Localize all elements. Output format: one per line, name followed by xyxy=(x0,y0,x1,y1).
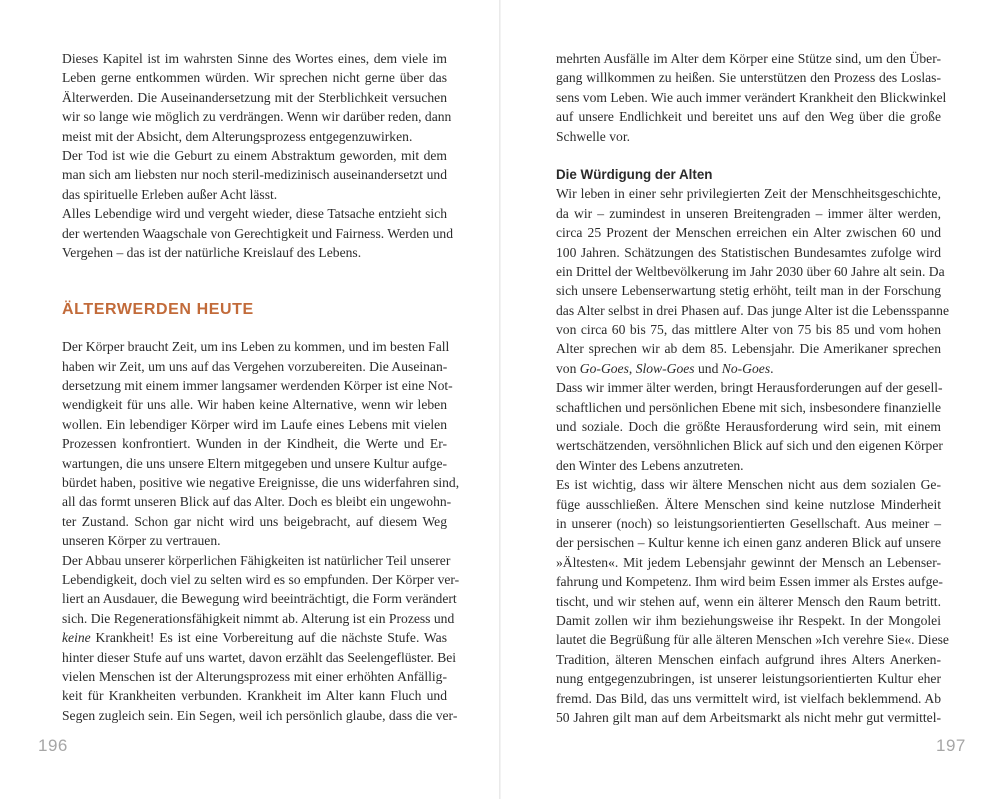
left-text-column xyxy=(62,49,460,725)
text-line: wertschätzenden, versöhnlichen Blick auf sich und den eigenen Körper xyxy=(556,438,943,454)
text-line: fahrung und Kompetenz. Ihm wird beim Essen immer als Erstes aufge- xyxy=(556,574,943,590)
text-line: da wir – zumindest in unseren Breitengraden – immer älter werden, xyxy=(556,205,941,221)
text-fragment: , xyxy=(628,360,636,376)
text-fragment: und xyxy=(694,360,722,376)
text-line: wollen. Ein lebendiger Körper wird im Laufe eines Lebens mit vielen xyxy=(62,416,447,432)
page-number: 197 xyxy=(936,736,966,755)
text-line: haben wir Zeit, um uns auf das Vergehen vorzubereiten. Die Auseinan- xyxy=(62,358,448,374)
body-paragraphs xyxy=(62,337,460,725)
text-line: sens vom Leben. Wie auch immer verändert Krankheit den Blickwinkel xyxy=(556,89,947,105)
text-line: mehrten Ausfälle im Alter dem Körper eine Stütze sind, um den Über- xyxy=(556,51,941,66)
text-line: liert an Ausdauer, die Bewegung wird beeinträchtigt, die Form verändert xyxy=(62,591,457,607)
text-line: vielen Menschen ist der Alterungsprozess mit einer erhöhten Anfällig- xyxy=(62,668,447,684)
text-line: Leben gerne entkommen würden. Wir sprechen nicht gerne über das xyxy=(62,70,447,86)
text-line: Der Körper braucht Zeit, um ins Leben zu kommen, und im besten Fall xyxy=(62,339,450,355)
text-line: wendigkeit für uns alle. Wir haben keine Alternative, wenn wir leben xyxy=(62,397,447,413)
text-line: lautet die Begrüßung für alle älteren Menschen »Ich verehre Sie«. Diese xyxy=(556,632,949,648)
text-fragment: von xyxy=(556,360,580,376)
text-line: das spirituelle Erleben außer Acht lässt. xyxy=(62,186,278,202)
text-line xyxy=(556,359,941,378)
text-line: schaftlichen und persönlichen Ebene mit sich, insbesondere finanzielle xyxy=(556,399,942,415)
text-line: nung entgegenzubringen, ist unserer leistungsorientierten Kultur eher xyxy=(556,671,941,687)
text-line: von circa 60 bis 75, das mittlere Alter von 75 bis 85 und vom hohen xyxy=(556,322,941,338)
text-line: Lebendigkeit, doch viel zu selten wird es so empfunden. Der Körper ver- xyxy=(62,571,460,587)
text-line: Älterwerden. Die Auseinandersetzung mit der Sterblichkeit versuchen xyxy=(62,89,447,105)
text-line: »Ältesten«. Mit jedem Lebensjahr gewinnt der Mensch an Lebenser- xyxy=(556,554,941,570)
text-line: der wertenden Waagschale von Gerechtigkeit und Fairness. Werden und xyxy=(62,225,454,241)
text-line xyxy=(62,628,447,647)
text-line: in unserer (noch) so leistungsorientierten Gesellschaft. Aus meiner – xyxy=(556,515,941,531)
italic-word: keine xyxy=(62,630,91,646)
text-line: das Alter selbst in drei Phasen auf. Das junge Alter ist die Lebensspanne xyxy=(556,302,949,318)
italic-term: Go-Goes xyxy=(579,360,629,376)
left-page xyxy=(0,0,499,799)
text-line: Damit zollen wir ihm beziehungsweise ihr Respekt. In der Mongolei xyxy=(556,612,941,628)
text-line: der persischen – Kultur kenne ich einen ganz anderen Blick auf unsere xyxy=(556,535,941,551)
text-line: wir so lange wie möglich zu verdrängen. Wenn wir darüber reden, dann xyxy=(62,109,452,125)
text-fragment: . xyxy=(770,360,774,376)
continued-paragraph xyxy=(556,49,947,146)
text-line: sich. Die Regenerationsfähigkeit nimmt ab. Alterung ist ein Prozess und xyxy=(62,610,455,626)
text-line: dersetzung mit einem immer langsamer werdenden Körper ist eine Not- xyxy=(62,378,453,394)
text-line: Wir leben in einer sehr privilegierten Zeit der Menschheitsgeschichte, xyxy=(556,186,941,202)
text-line: Alter sprechen wir ab dem 85. Lebensjahr. Die Amerikaner sprechen xyxy=(556,341,941,357)
text-line: tischt, und wir stehen auf, wenn ein älterer Mensch den Raum betritt. xyxy=(556,593,941,609)
text-line: ter Zustand. Schon gar nicht wird uns beigebracht, auf diesem Weg xyxy=(62,513,447,529)
text-line: meist mit der Absicht, dem Alterungsprozess entgegenzuwirken. xyxy=(62,128,413,144)
text-line: Dieses Kapitel ist im wahrsten Sinne des Wortes eines, dem viele im xyxy=(62,51,447,66)
text-line: Prozessen konfrontiert. Wunden in der Kindheit, die Werte und Er- xyxy=(62,436,447,452)
text-line: unseren Körper zu vertrauen. xyxy=(62,533,221,549)
right-text-column xyxy=(556,49,949,727)
body-paragraphs xyxy=(556,184,949,727)
text-line: Es ist wichtig, dass wir ältere Menschen nicht aus dem sozialen Ge- xyxy=(556,477,941,493)
text-line: circa 25 Prozent der Menschen erreichen ein Alter zwischen 60 und xyxy=(556,225,941,241)
text-line: gang willkommen zu heißen. Sie unterstützen den Prozess des Loslas- xyxy=(556,70,941,86)
section-heading: ÄLTERWERDEN HEUTE xyxy=(62,301,254,319)
text-line: 100 Jahren. Schätzungen des Statistischen Bundesamtes zufolge wird xyxy=(556,244,941,260)
intro-paragraphs xyxy=(62,49,454,262)
text-line: und soziale. Doch die größte Herausforderung wird sein, mit einem xyxy=(556,419,941,435)
text-line: Tradition, älteren Menschen einfach aufgrund ihres Alters Anerken- xyxy=(556,651,941,667)
text-line: sich unsere Lebenserwartung stetig erhöht, teilt man in der Forschung xyxy=(556,283,941,299)
subsection-heading: Die Würdigung der Alten xyxy=(556,166,713,182)
italic-term: Slow-Goes xyxy=(635,360,695,376)
text-fragment: Krankheit! Es ist eine Vorbereitung auf die nächste Stufe. Was xyxy=(90,630,447,646)
text-line: Der Tod ist wie die Geburt zu einem Abstraktum geworden, mit dem xyxy=(62,147,447,163)
text-line: füge ausschließen. Ältere Menschen sind keine nutzlose Minderheit xyxy=(556,496,941,512)
text-line: auf unsere Endlichkeit und bereitet uns auf den Weg über die große xyxy=(556,109,941,125)
text-line: fremd. Das Bild, das uns vermittelt wird, ist vielfach beklemmend. Ab xyxy=(556,690,941,706)
text-line: bürdet haben, positive wie negative Ereignisse, die uns widerfahren sind, xyxy=(62,475,460,491)
italic-term: No-Goes xyxy=(721,360,771,376)
text-line: man sich am liebsten nur noch steril-medizinisch auseinandersetzt und xyxy=(62,167,447,183)
text-line: all das formt unseren Blick auf das Alter. Doch es bleibt ein ungewohn- xyxy=(62,494,452,510)
text-line: den Winter des Lebens anzutreten. xyxy=(556,457,744,473)
text-line: ein Drittel der Weltbevölkerung im Jahr 2030 über 60 Jahre alt sein. Da xyxy=(556,263,945,279)
right-page xyxy=(501,0,1000,799)
text-line: hinter dieser Stufe auf uns wartet, davon erzählt das Seelengeflüster. Bei xyxy=(62,649,457,665)
text-line: Alles Lebendige wird und vergeht wieder, diese Tatsache entzieht sich xyxy=(62,206,447,222)
text-line: keit für Krankheiten verbunden. Krankheit im Alter kann Fluch und xyxy=(62,688,447,704)
text-line: Schwelle vor. xyxy=(556,128,630,144)
text-line: Vergehen – das ist der natürliche Kreislauf des Lebens. xyxy=(62,244,362,260)
text-line: 50 Jahren gilt man auf dem Arbeitsmarkt als nicht mehr gut vermittel- xyxy=(556,709,941,725)
page-number: 196 xyxy=(38,736,68,755)
text-line: wartungen, die uns unsere Eltern mitgegeben und unsere Kultur aufge- xyxy=(62,455,448,471)
text-line: Segen zugleich sein. Ein Segen, weil ich persönlich glaube, dass die ver- xyxy=(62,707,458,723)
text-line: Der Abbau unserer körperlichen Fähigkeiten ist natürlicher Teil unserer xyxy=(62,552,451,568)
text-line: Dass wir immer älter werden, bringt Herausforderungen auf der gesell- xyxy=(556,380,943,396)
